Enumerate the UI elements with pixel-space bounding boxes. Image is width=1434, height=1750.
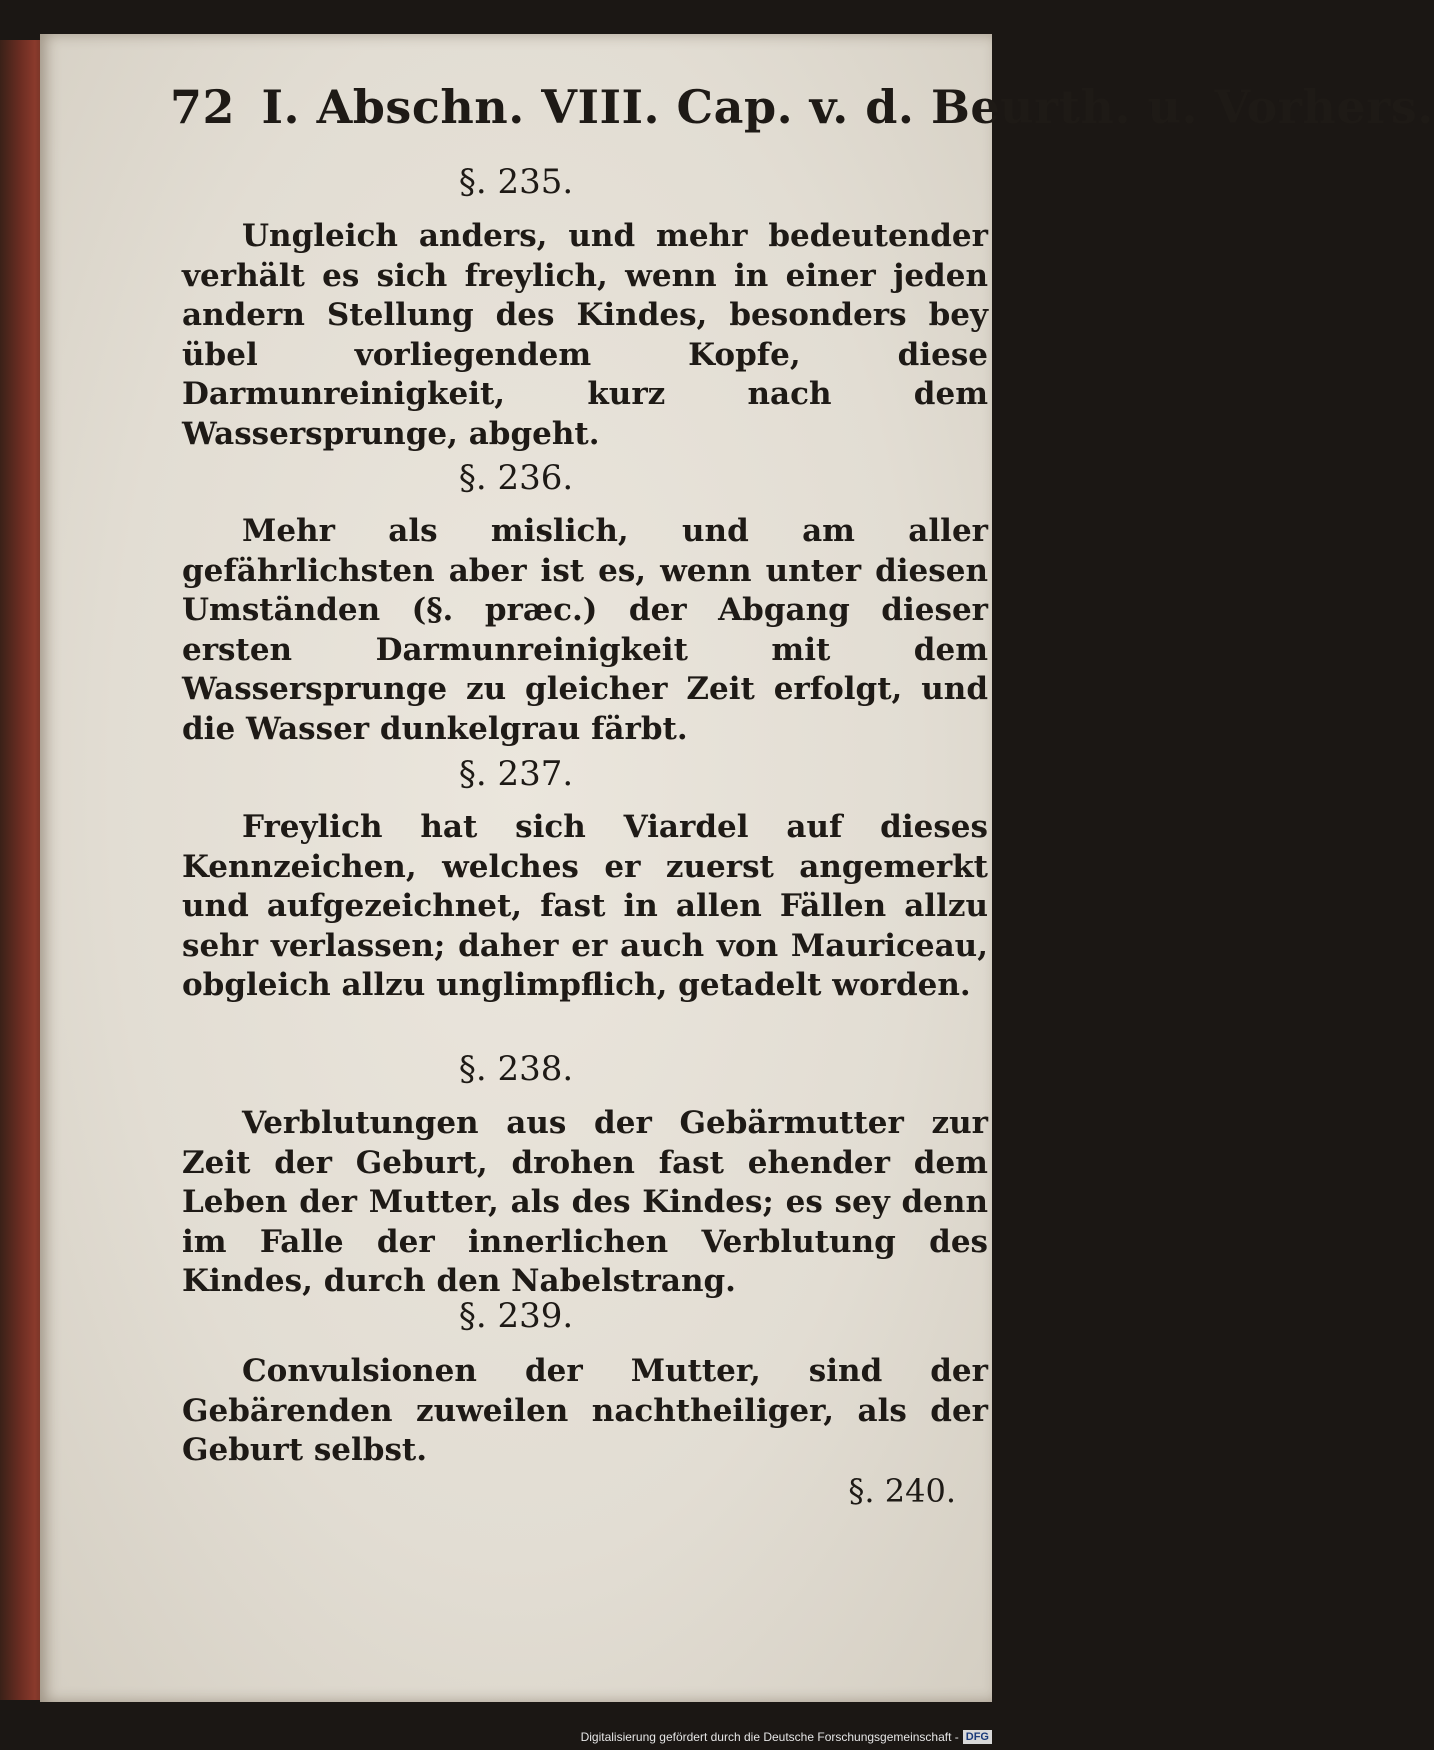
paragraph-238: Verblutungen aus der Gebärmutter zur Zeit der Geburt, drohen fast ehender dem Leben der Mutter, als des Kindes; es sey denn im Falle der innerlichen Verblutung des Kindes, durch den Nabelstrang.	[182, 1105, 988, 1299]
catchword: §. 240.	[848, 1472, 956, 1510]
page-number: 72	[170, 80, 236, 134]
running-title: I. Abschn. VIII. Cap. v. d. Beurth. u. Vorhers.	[261, 80, 1434, 134]
book-page	[40, 34, 1434, 1702]
footer-credit: Digitalisierung gefördert durch die Deutsche Forschungsgemeinschaft -	[580, 1730, 959, 1744]
digitization-footer	[581, 1730, 992, 1744]
paragraph-235: Ungleich anders, und mehr bedeutender verhält es sich freylich, wenn in einer jeden andern Stellung des Kindes, besonders bey übel vorliegendem Kopfe, diese Darmunreinigkeit, kurz nach dem Wassersprunge, abgeht.	[182, 218, 988, 452]
running-header	[170, 80, 1434, 160]
section-heading-238: §. 238.	[458, 1049, 574, 1089]
section-heading-236: §. 236.	[458, 458, 574, 498]
section-heading-237: §. 237.	[458, 754, 574, 794]
section-heading-239: §. 239.	[458, 1296, 574, 1336]
dfg-logo-icon: DFG	[963, 1730, 992, 1744]
paragraph-239: Convulsionen der Mutter, sind der Gebärenden zuweilen nachtheiliger, als der Geburt selbst.	[182, 1353, 988, 1468]
paragraph-236: Mehr als mislich, und am aller gefährlichsten aber ist es, wenn unter diesen Umständen (§. præc.) der Abgang dieser ersten Darmunreinigkeit mit dem Wassersprunge zu gleicher Zeit erfolgt, und die Wasser dunkelgrau färbt.	[182, 513, 988, 747]
paragraph-237: Freylich hat sich Viardel auf dieses Kennzeichen, welches er zuerst angemerkt und aufgezeichnet, fast in allen Fällen allzu sehr verlassen; daher er auch von Mauriceau, obgleich allzu unglimpflich, getadelt worden.	[182, 809, 988, 1003]
section-heading-235: §. 235.	[458, 162, 574, 202]
